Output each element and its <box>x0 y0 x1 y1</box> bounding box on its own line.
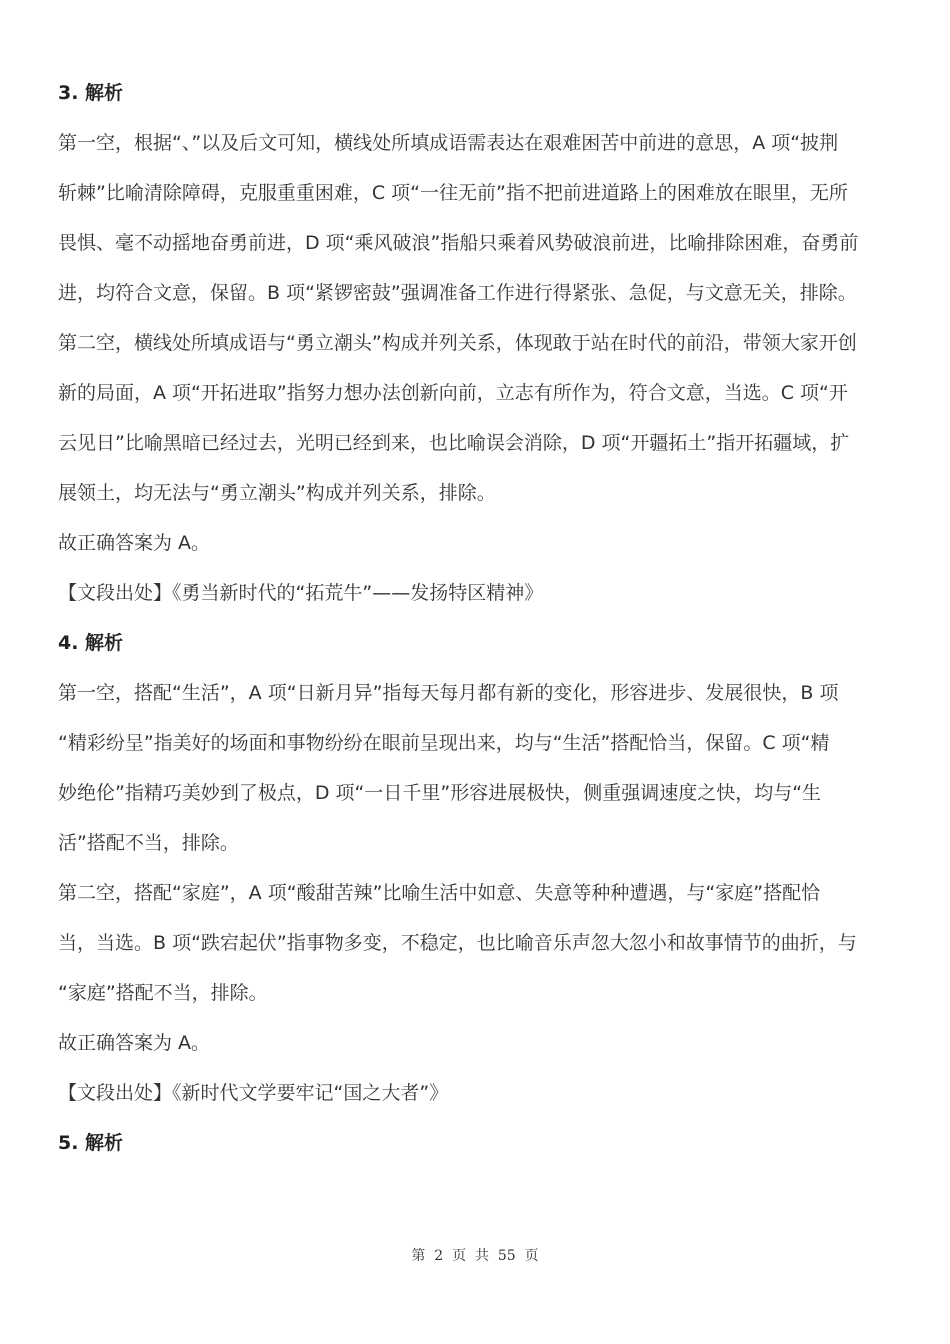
section-4-line-3: 妙绝伦”指精巧美妙到了极点，D 项“一日千里”形容进展极快，侧重强调速度之快，均与“生 <box>58 782 822 804</box>
section-4-line-2: “精彩纷呈”指美好的场面和事物纷纷在眼前呈现出来，均与“生活”搭配恰当，保留。C 项“精 <box>58 732 830 754</box>
page-footer: 第 2 页 共 55 页 <box>411 1248 539 1264</box>
section-3-line-4: 进，均符合文意，保留。B 项“紧锣密鼓”强调准备工作进行得紧张、急促，与文意无关，排除。 <box>58 282 857 304</box>
section-3-line-3: 畏惧、毫不动摇地奋勇前进，D 项“乘风破浪”指船只乘着风势破浪前进，比喻排除困难，奋勇前 <box>58 232 859 254</box>
section-3-line-5: 第二空，横线处所填成语与“勇立潮头”构成并列关系，体现敢于站在时代的前沿，带领大家开创 <box>58 332 857 354</box>
section-3-line-7: 云见日”比喻黑暗已经过去，光明已经到来，也比喻误会消除，D 项“开疆拓土”指开拓疆域，扩 <box>58 432 850 454</box>
section-3-heading: 3. 解析 <box>58 82 124 104</box>
section-4-source: 【文段出处】《新时代文学要牢记“国之大者”》 <box>58 1082 449 1104</box>
section-4-line-4: 活”搭配不当，排除。 <box>58 832 239 854</box>
section-3-line-2: 斩棘”比喻清除障碍，克服重重困难，C 项“一往无前”指不把前进道路上的困难放在眼里，无所 <box>58 182 848 204</box>
section-3-answer: 故正确答案为 A。 <box>58 532 211 554</box>
section-3-source: 【文段出处】《勇当新时代的“拓荒牛”——发扬特区精神》 <box>58 582 544 604</box>
section-4-line-5: 第二空，搭配“家庭”，A 项“酸甜苦辣”比喻生活中如意、失意等种种遭遇，与“家庭”搭配恰 <box>58 882 821 904</box>
section-3-line-6: 新的局面，A 项“开拓进取”指努力想办法创新向前，立志有所作为，符合文意，当选。C 项“开 <box>58 382 848 404</box>
section-4-answer: 故正确答案为 A。 <box>58 1032 211 1054</box>
section-4-heading: 4. 解析 <box>58 632 124 654</box>
section-5-heading: 5. 解析 <box>58 1132 124 1154</box>
section-4-line-6: 当，当选。B 项“跌宕起伏”指事物多变，不稳定，也比喻音乐声忽大忽小和故事情节的曲折，与 <box>58 932 857 954</box>
section-3-line-1: 第一空，根据“、”以及后文可知，横线处所填成语需表达在艰难困苦中前进的意思，A 项“披荆 <box>58 132 839 154</box>
section-4-line-1: 第一空，搭配“生活”，A 项“日新月异”指每天每月都有新的变化，形容进步、发展很快，B 项 <box>58 682 839 704</box>
section-4-line-7: “家庭”搭配不当，排除。 <box>58 982 268 1004</box>
section-3-line-8: 展领土，均无法与“勇立潮头”构成并列关系，排除。 <box>58 482 496 504</box>
